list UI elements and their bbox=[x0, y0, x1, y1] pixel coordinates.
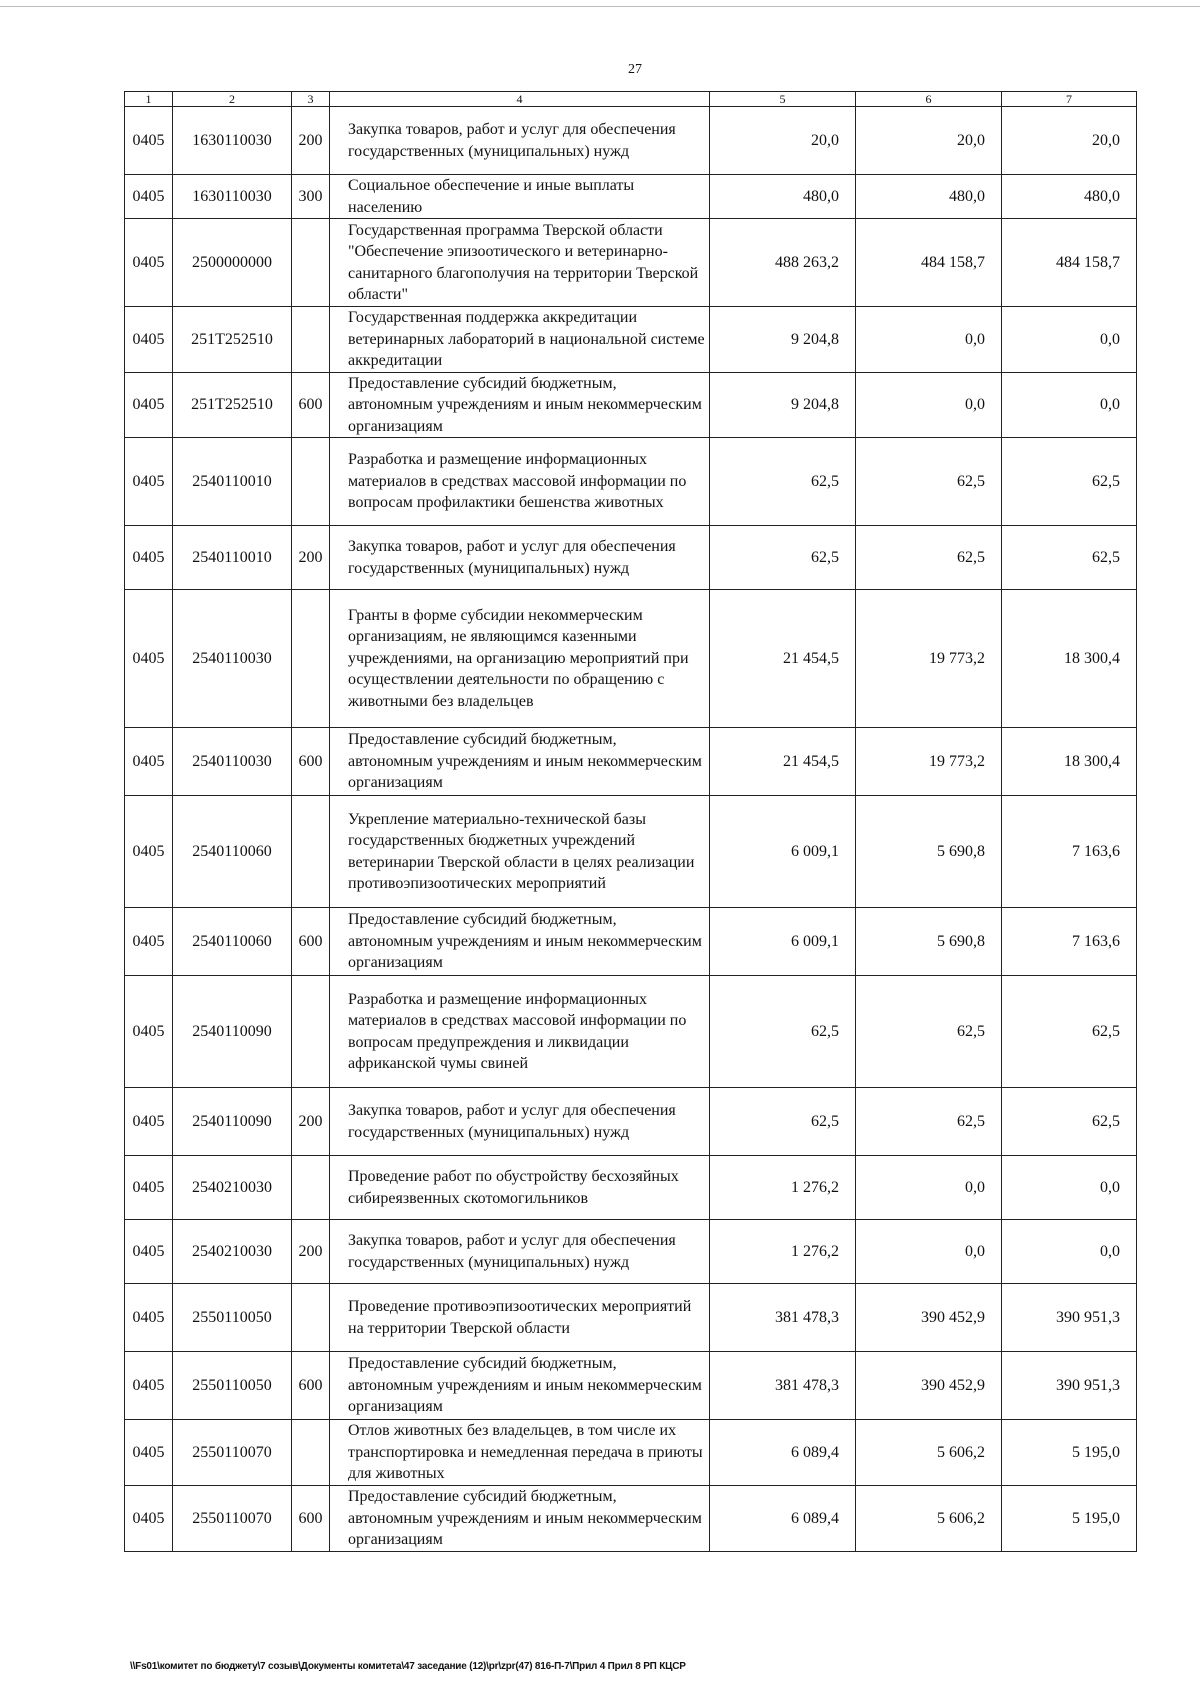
item-name-cell: Разработка и размещение информационных материалов в средствах массовой информации по вопросам предупреждения и ликвидации африканской чумы свиней bbox=[330, 976, 710, 1088]
item-name-cell: Закупка товаров, работ и услуг для обеспечения государственных (муниципальных) нужд bbox=[330, 1088, 710, 1156]
expense-type-cell: 200 bbox=[292, 1088, 330, 1156]
expense-type-cell bbox=[292, 219, 330, 307]
expense-type-cell: 600 bbox=[292, 372, 330, 438]
table-row bbox=[125, 175, 1137, 219]
section-code-cell: 0405 bbox=[125, 438, 173, 526]
section-code-cell: 0405 bbox=[125, 372, 173, 438]
target-article-cell: 2540110010 bbox=[173, 526, 292, 590]
expense-type-cell bbox=[292, 1156, 330, 1220]
target-article-cell: 2540210030 bbox=[173, 1156, 292, 1220]
table-row bbox=[125, 796, 1137, 908]
amount-col6-cell: 390 452,9 bbox=[856, 1352, 1002, 1420]
target-article-cell: 2550110070 bbox=[173, 1420, 292, 1486]
top-scan-line bbox=[0, 6, 1200, 7]
expense-type-cell bbox=[292, 1284, 330, 1352]
section-code-cell: 0405 bbox=[125, 728, 173, 796]
table-row bbox=[125, 372, 1137, 438]
footer-file-path: \\Fs01\комитет по бюджету\7 созыв\Документы комитета\47 заседание (12)\pr\zpr(47) 816-П-7\Прил 4 Прил 8 РП КЦСР bbox=[130, 1661, 686, 1672]
section-code-cell: 0405 bbox=[125, 219, 173, 307]
item-name-cell: Укрепление материально-технической базы государственных бюджетных учреждений ветеринарии Тверской области в целях реализации противоэпизоотических мероприятий bbox=[330, 796, 710, 908]
expense-type-cell: 200 bbox=[292, 107, 330, 175]
amount-col6-cell: 62,5 bbox=[856, 976, 1002, 1088]
column-header-3: 3 bbox=[292, 92, 330, 107]
column-header-6: 6 bbox=[856, 92, 1002, 107]
section-code-cell: 0405 bbox=[125, 1156, 173, 1220]
table-row bbox=[125, 1352, 1137, 1420]
target-article-cell: 2550110050 bbox=[173, 1284, 292, 1352]
amount-col5-cell: 62,5 bbox=[710, 976, 856, 1088]
page-number: 27 bbox=[628, 62, 642, 77]
target-article-cell: 2550110070 bbox=[173, 1486, 292, 1552]
target-article-cell: 2540110090 bbox=[173, 976, 292, 1088]
column-header-2: 2 bbox=[173, 92, 292, 107]
amount-col6-cell: 484 158,7 bbox=[856, 219, 1002, 307]
amount-col5-cell: 6 089,4 bbox=[710, 1420, 856, 1486]
section-code-cell: 0405 bbox=[125, 976, 173, 1088]
section-code-cell: 0405 bbox=[125, 107, 173, 175]
table-row bbox=[125, 307, 1137, 373]
amount-col5-cell: 21 454,5 bbox=[710, 728, 856, 796]
amount-col7-cell: 62,5 bbox=[1002, 438, 1137, 526]
target-article-cell: 1630110030 bbox=[173, 107, 292, 175]
item-name-cell: Отлов животных без владельцев, в том числе их транспортировка и немедленная передача в приюты для животных bbox=[330, 1420, 710, 1486]
amount-col6-cell: 62,5 bbox=[856, 1088, 1002, 1156]
expense-type-cell: 600 bbox=[292, 1486, 330, 1552]
table-row bbox=[125, 1486, 1137, 1552]
amount-col5-cell: 480,0 bbox=[710, 175, 856, 219]
amount-col7-cell: 62,5 bbox=[1002, 526, 1137, 590]
table-row bbox=[125, 1420, 1137, 1486]
table-row bbox=[125, 728, 1137, 796]
amount-col5-cell: 1 276,2 bbox=[710, 1156, 856, 1220]
amount-col7-cell: 480,0 bbox=[1002, 175, 1137, 219]
amount-col5-cell: 1 276,2 bbox=[710, 1220, 856, 1284]
amount-col6-cell: 0,0 bbox=[856, 1220, 1002, 1284]
item-name-cell: Предоставление субсидий бюджетным, автономным учреждениям и иным некоммерческим организациям bbox=[330, 728, 710, 796]
table-row bbox=[125, 976, 1137, 1088]
item-name-cell: Проведение противоэпизоотических мероприятий на территории Тверской области bbox=[330, 1284, 710, 1352]
item-name-cell: Разработка и размещение информационных материалов в средствах массовой информации по вопросам профилактики бешенства животных bbox=[330, 438, 710, 526]
target-article-cell: 1630110030 bbox=[173, 175, 292, 219]
amount-col5-cell: 20,0 bbox=[710, 107, 856, 175]
expense-type-cell: 600 bbox=[292, 1352, 330, 1420]
amount-col5-cell: 9 204,8 bbox=[710, 372, 856, 438]
item-name-cell: Закупка товаров, работ и услуг для обеспечения государственных (муниципальных) нужд bbox=[330, 526, 710, 590]
amount-col6-cell: 62,5 bbox=[856, 438, 1002, 526]
item-name-cell: Предоставление субсидий бюджетным, автономным учреждениям и иным некоммерческим организациям bbox=[330, 1486, 710, 1552]
target-article-cell: 251T252510 bbox=[173, 372, 292, 438]
expense-type-cell: 600 bbox=[292, 908, 330, 976]
amount-col5-cell: 6 009,1 bbox=[710, 908, 856, 976]
table-row bbox=[125, 1088, 1137, 1156]
amount-col7-cell: 62,5 bbox=[1002, 1088, 1137, 1156]
table-row bbox=[125, 107, 1137, 175]
target-article-cell: 2540110030 bbox=[173, 728, 292, 796]
item-name-cell: Социальное обеспечение и иные выплаты населению bbox=[330, 175, 710, 219]
table-row bbox=[125, 908, 1137, 976]
amount-col5-cell: 6 009,1 bbox=[710, 796, 856, 908]
amount-col7-cell: 7 163,6 bbox=[1002, 796, 1137, 908]
amount-col6-cell: 5 690,8 bbox=[856, 908, 1002, 976]
amount-col6-cell: 5 606,2 bbox=[856, 1420, 1002, 1486]
amount-col7-cell: 5 195,0 bbox=[1002, 1420, 1137, 1486]
amount-col7-cell: 0,0 bbox=[1002, 307, 1137, 373]
target-article-cell: 2550110050 bbox=[173, 1352, 292, 1420]
amount-col5-cell: 21 454,5 bbox=[710, 590, 856, 728]
budget-table bbox=[124, 91, 1137, 1552]
section-code-cell: 0405 bbox=[125, 1284, 173, 1352]
amount-col5-cell: 62,5 bbox=[710, 1088, 856, 1156]
amount-col7-cell: 0,0 bbox=[1002, 1220, 1137, 1284]
target-article-cell: 2540110010 bbox=[173, 438, 292, 526]
amount-col5-cell: 62,5 bbox=[710, 526, 856, 590]
column-header-1: 1 bbox=[125, 92, 173, 107]
target-article-cell: 2540110030 bbox=[173, 590, 292, 728]
item-name-cell: Гранты в форме субсидии некоммерческим организациям, не являющимся казенными учреждениями, на организацию мероприятий при осуществлении деятельности по обращению с животными без владельцев bbox=[330, 590, 710, 728]
table-row bbox=[125, 1220, 1137, 1284]
column-header-5: 5 bbox=[710, 92, 856, 107]
expense-type-cell bbox=[292, 307, 330, 373]
item-name-cell: Государственная программа Тверской области "Обеспечение эпизоотического и ветеринарно-санитарного благополучия на территории Тверской области" bbox=[330, 219, 710, 307]
amount-col7-cell: 18 300,4 bbox=[1002, 728, 1137, 796]
amount-col6-cell: 0,0 bbox=[856, 307, 1002, 373]
table-row bbox=[125, 219, 1137, 307]
expense-type-cell: 300 bbox=[292, 175, 330, 219]
target-article-cell: 2540110060 bbox=[173, 796, 292, 908]
amount-col7-cell: 18 300,4 bbox=[1002, 590, 1137, 728]
expense-type-cell: 600 bbox=[292, 728, 330, 796]
amount-col6-cell: 19 773,2 bbox=[856, 728, 1002, 796]
table-row bbox=[125, 590, 1137, 728]
table-row bbox=[125, 526, 1137, 590]
item-name-cell: Закупка товаров, работ и услуг для обеспечения государственных (муниципальных) нужд bbox=[330, 107, 710, 175]
expense-type-cell bbox=[292, 976, 330, 1088]
table-row bbox=[125, 1156, 1137, 1220]
section-code-cell: 0405 bbox=[125, 590, 173, 728]
amount-col7-cell: 5 195,0 bbox=[1002, 1486, 1137, 1552]
amount-col5-cell: 381 478,3 bbox=[710, 1284, 856, 1352]
amount-col5-cell: 488 263,2 bbox=[710, 219, 856, 307]
target-article-cell: 2500000000 bbox=[173, 219, 292, 307]
section-code-cell: 0405 bbox=[125, 1088, 173, 1156]
section-code-cell: 0405 bbox=[125, 1352, 173, 1420]
amount-col6-cell: 5 690,8 bbox=[856, 796, 1002, 908]
section-code-cell: 0405 bbox=[125, 307, 173, 373]
column-header-7: 7 bbox=[1002, 92, 1137, 107]
section-code-cell: 0405 bbox=[125, 1220, 173, 1284]
amount-col6-cell: 5 606,2 bbox=[856, 1486, 1002, 1552]
amount-col6-cell: 0,0 bbox=[856, 1156, 1002, 1220]
expense-type-cell bbox=[292, 796, 330, 908]
amount-col7-cell: 20,0 bbox=[1002, 107, 1137, 175]
table-row bbox=[125, 1284, 1137, 1352]
column-number-row bbox=[125, 92, 1137, 107]
amount-col7-cell: 390 951,3 bbox=[1002, 1284, 1137, 1352]
item-name-cell: Предоставление субсидий бюджетным, автономным учреждениям и иным некоммерческим организациям bbox=[330, 908, 710, 976]
amount-col5-cell: 381 478,3 bbox=[710, 1352, 856, 1420]
expense-type-cell: 200 bbox=[292, 1220, 330, 1284]
amount-col6-cell: 390 452,9 bbox=[856, 1284, 1002, 1352]
item-name-cell: Проведение работ по обустройству бесхозяйных сибиреязвенных скотомогильников bbox=[330, 1156, 710, 1220]
amount-col6-cell: 19 773,2 bbox=[856, 590, 1002, 728]
section-code-cell: 0405 bbox=[125, 175, 173, 219]
target-article-cell: 2540110090 bbox=[173, 1088, 292, 1156]
amount-col7-cell: 390 951,3 bbox=[1002, 1352, 1137, 1420]
item-name-cell: Государственная поддержка аккредитации ветеринарных лабораторий в национальной системе аккредитации bbox=[330, 307, 710, 373]
amount-col6-cell: 20,0 bbox=[856, 107, 1002, 175]
expense-type-cell bbox=[292, 1420, 330, 1486]
section-code-cell: 0405 bbox=[125, 1486, 173, 1552]
amount-col7-cell: 62,5 bbox=[1002, 976, 1137, 1088]
amount-col5-cell: 9 204,8 bbox=[710, 307, 856, 373]
item-name-cell: Предоставление субсидий бюджетным, автономным учреждениям и иным некоммерческим организациям bbox=[330, 372, 710, 438]
item-name-cell: Предоставление субсидий бюджетным, автономным учреждениям и иным некоммерческим организациям bbox=[330, 1352, 710, 1420]
item-name-cell: Закупка товаров, работ и услуг для обеспечения государственных (муниципальных) нужд bbox=[330, 1220, 710, 1284]
amount-col7-cell: 0,0 bbox=[1002, 372, 1137, 438]
target-article-cell: 2540110060 bbox=[173, 908, 292, 976]
expense-type-cell bbox=[292, 438, 330, 526]
expense-type-cell bbox=[292, 590, 330, 728]
target-article-cell: 2540210030 bbox=[173, 1220, 292, 1284]
amount-col6-cell: 62,5 bbox=[856, 526, 1002, 590]
amount-col6-cell: 0,0 bbox=[856, 372, 1002, 438]
amount-col5-cell: 6 089,4 bbox=[710, 1486, 856, 1552]
target-article-cell: 251T252510 bbox=[173, 307, 292, 373]
amount-col7-cell: 7 163,6 bbox=[1002, 908, 1137, 976]
amount-col7-cell: 0,0 bbox=[1002, 1156, 1137, 1220]
amount-col5-cell: 62,5 bbox=[710, 438, 856, 526]
section-code-cell: 0405 bbox=[125, 526, 173, 590]
section-code-cell: 0405 bbox=[125, 1420, 173, 1486]
amount-col6-cell: 480,0 bbox=[856, 175, 1002, 219]
section-code-cell: 0405 bbox=[125, 908, 173, 976]
expense-type-cell: 200 bbox=[292, 526, 330, 590]
section-code-cell: 0405 bbox=[125, 796, 173, 908]
amount-col7-cell: 484 158,7 bbox=[1002, 219, 1137, 307]
table-row bbox=[125, 438, 1137, 526]
column-header-4: 4 bbox=[330, 92, 710, 107]
